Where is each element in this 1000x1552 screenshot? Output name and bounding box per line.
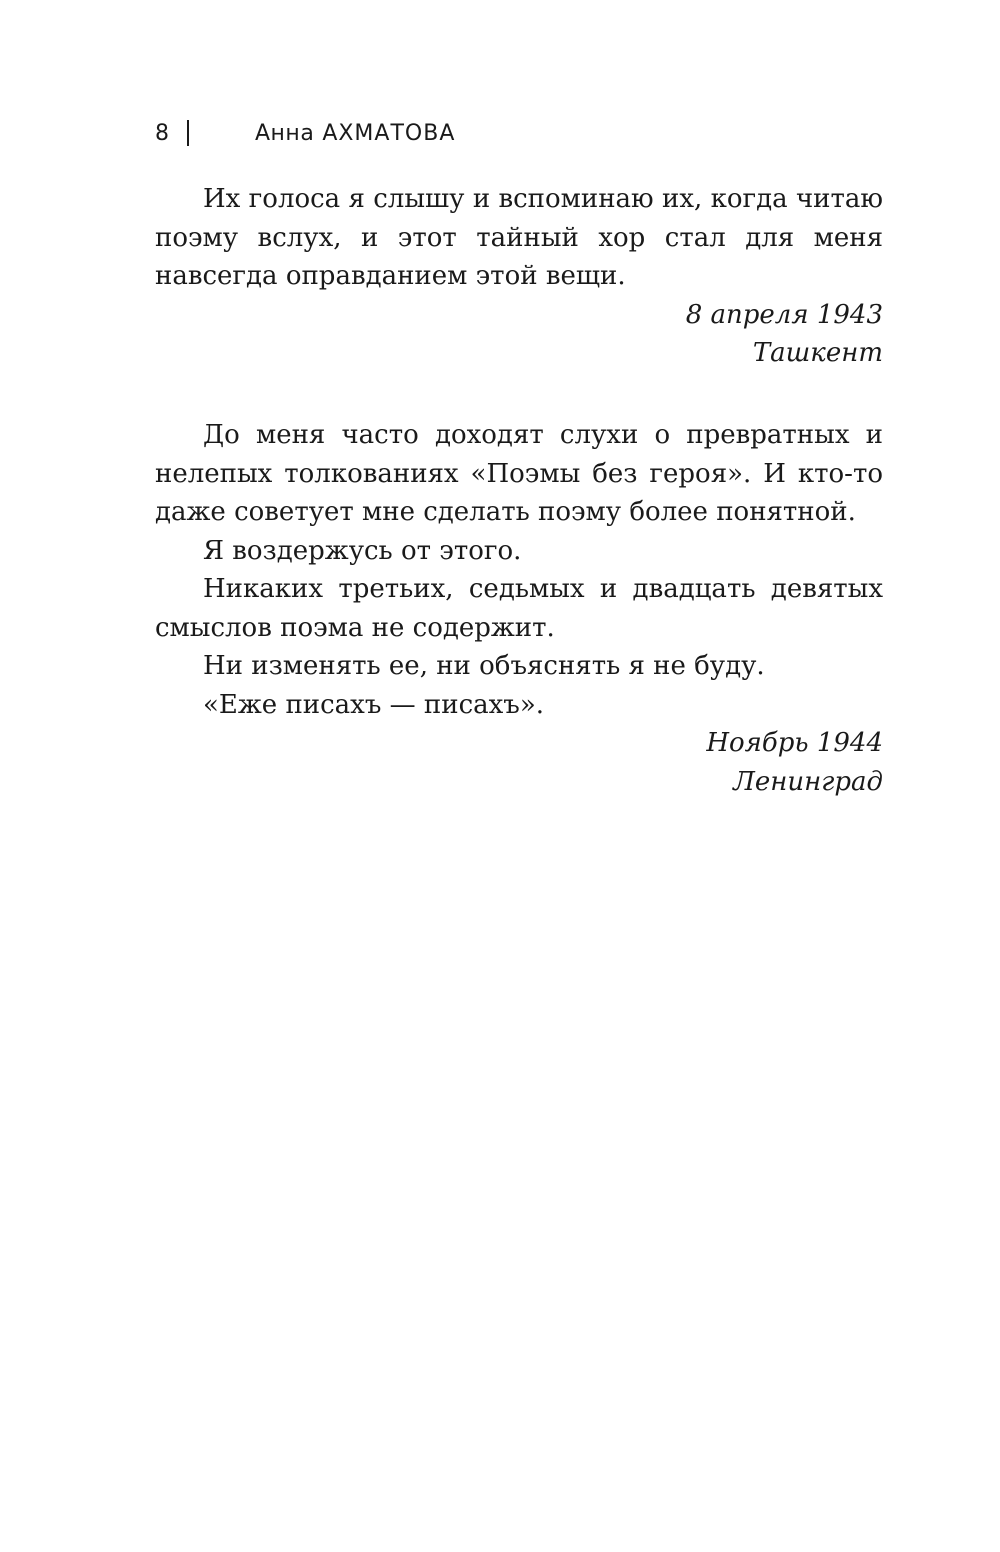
- author-first-name: Анна: [255, 120, 315, 146]
- header-divider: [187, 120, 189, 146]
- paragraph: До меня часто доходят слухи о превратных и нелепых толкованиях «Поэмы без героя». И кто-то даже советует мне сделать поэму более понятной.: [155, 420, 883, 527]
- paragraph: Никаких третьих, седьмых и двадцать девятых смыслов поэма не содержит.: [155, 574, 883, 643]
- running-header: [155, 116, 455, 150]
- signature-date: Ноябрь 1944: [706, 728, 883, 758]
- paragraph: «Еже писахъ — писахъ».: [203, 689, 545, 720]
- paragraph: Я воздержусь от этого.: [203, 535, 522, 566]
- page-number: 8: [155, 120, 170, 146]
- author-last-name: АХМАТОВА: [322, 120, 456, 146]
- signature-date: 8 апреля 1943: [685, 299, 883, 330]
- section-1: [155, 180, 883, 373]
- paragraph: Ни изменять ее, ни объяснять я не буду.: [203, 651, 765, 681]
- section-2: [155, 416, 883, 801]
- signature-place: Ленинград: [733, 766, 883, 797]
- paragraph: Их голоса я слышу и вспоминаю их, когда читаю поэму вслух, и этот тайный хор стал для меня навсегда оправданием этой вещи.: [155, 184, 883, 291]
- signature-place: Ташкент: [752, 338, 883, 368]
